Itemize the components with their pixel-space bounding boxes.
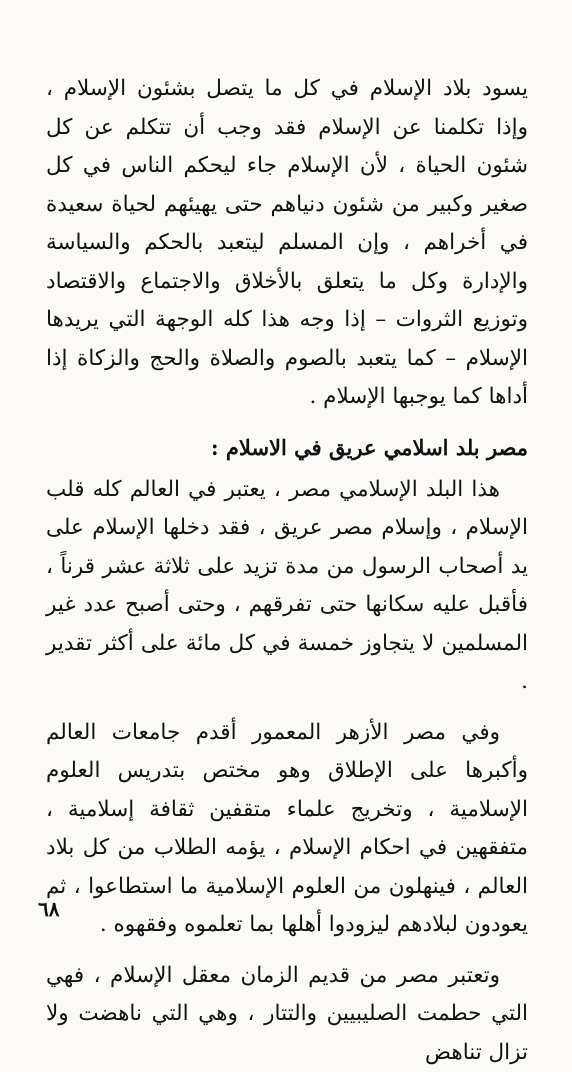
page-number: ٦٨: [38, 894, 59, 924]
paragraph-egypt-islam: هذا البلد الإسلامي مصر ، يعتبر في العالم كله قلب الإسلام ، وإسلام مصر عريق ، فقد دخلها الإسلام على يد أصحاب الرسول من مدة تزيد على ثلاثة عشر قرناً ، فأقبل عليه سكانها حتى تفرقهم ، وحتى أصبح عدد غير المسلمين لا يتجاوز خمسة في كل مائة على أكثر تقدير .: [46, 471, 528, 702]
paragraph-intro: يسود بلاد الإسلام في كل ما يتصل بشئون الإسلام ، وإذا تكلمنا عن الإسلام فقد وجب أن تتكلم عن كل شئون الحياة ، لأن الإسلام جاء ليحكم الناس في كل صغير وكبير من شئون دنياهم حتى يهيئهم لحياة سعيدة في أخراهم ، وإن المسلم ليتعبد بالحكم والسياسة والإدارة وكل ما يتعلق بالأخلاق والاجتماع والاقتصاد وتوزيع الثروات – إذا وجه هذا كله الوجهة التي يريدها الإسلام – كما يتعبد بالصوم والصلاة والحج والزكاة إذا أداها كما يوجبها الإسلام .: [46, 70, 528, 417]
paragraph-al-azhar: وفي مصر الأزهر المعمور أقدم جامعات العالم وأكبرها على الإطلاق وهو مختص بتدريس العلوم الإسلامية ، وتخريج علماء متقفين ثقافة إسلامية ، متفقهين في احكام الإسلام ، يؤمه الطلاب من كل بلاد العالم ، فينهلون من العلوم الإسلامية ما استطاعوا ، ثم يعودون لبلادهم ليزودوا أهلها بما تعلموه وفقهوه .: [46, 714, 528, 945]
paragraph-stronghold: وتعتبر مصر من قديم الزمان معقل الإسلام ، فهي التي حطمت الصليبيين والتتار ، وهي التي ناهضت ولا تزال تناهض: [46, 957, 528, 1072]
section-heading: مصر بلد اسلامي عريق في الاسلام :: [46, 429, 528, 467]
